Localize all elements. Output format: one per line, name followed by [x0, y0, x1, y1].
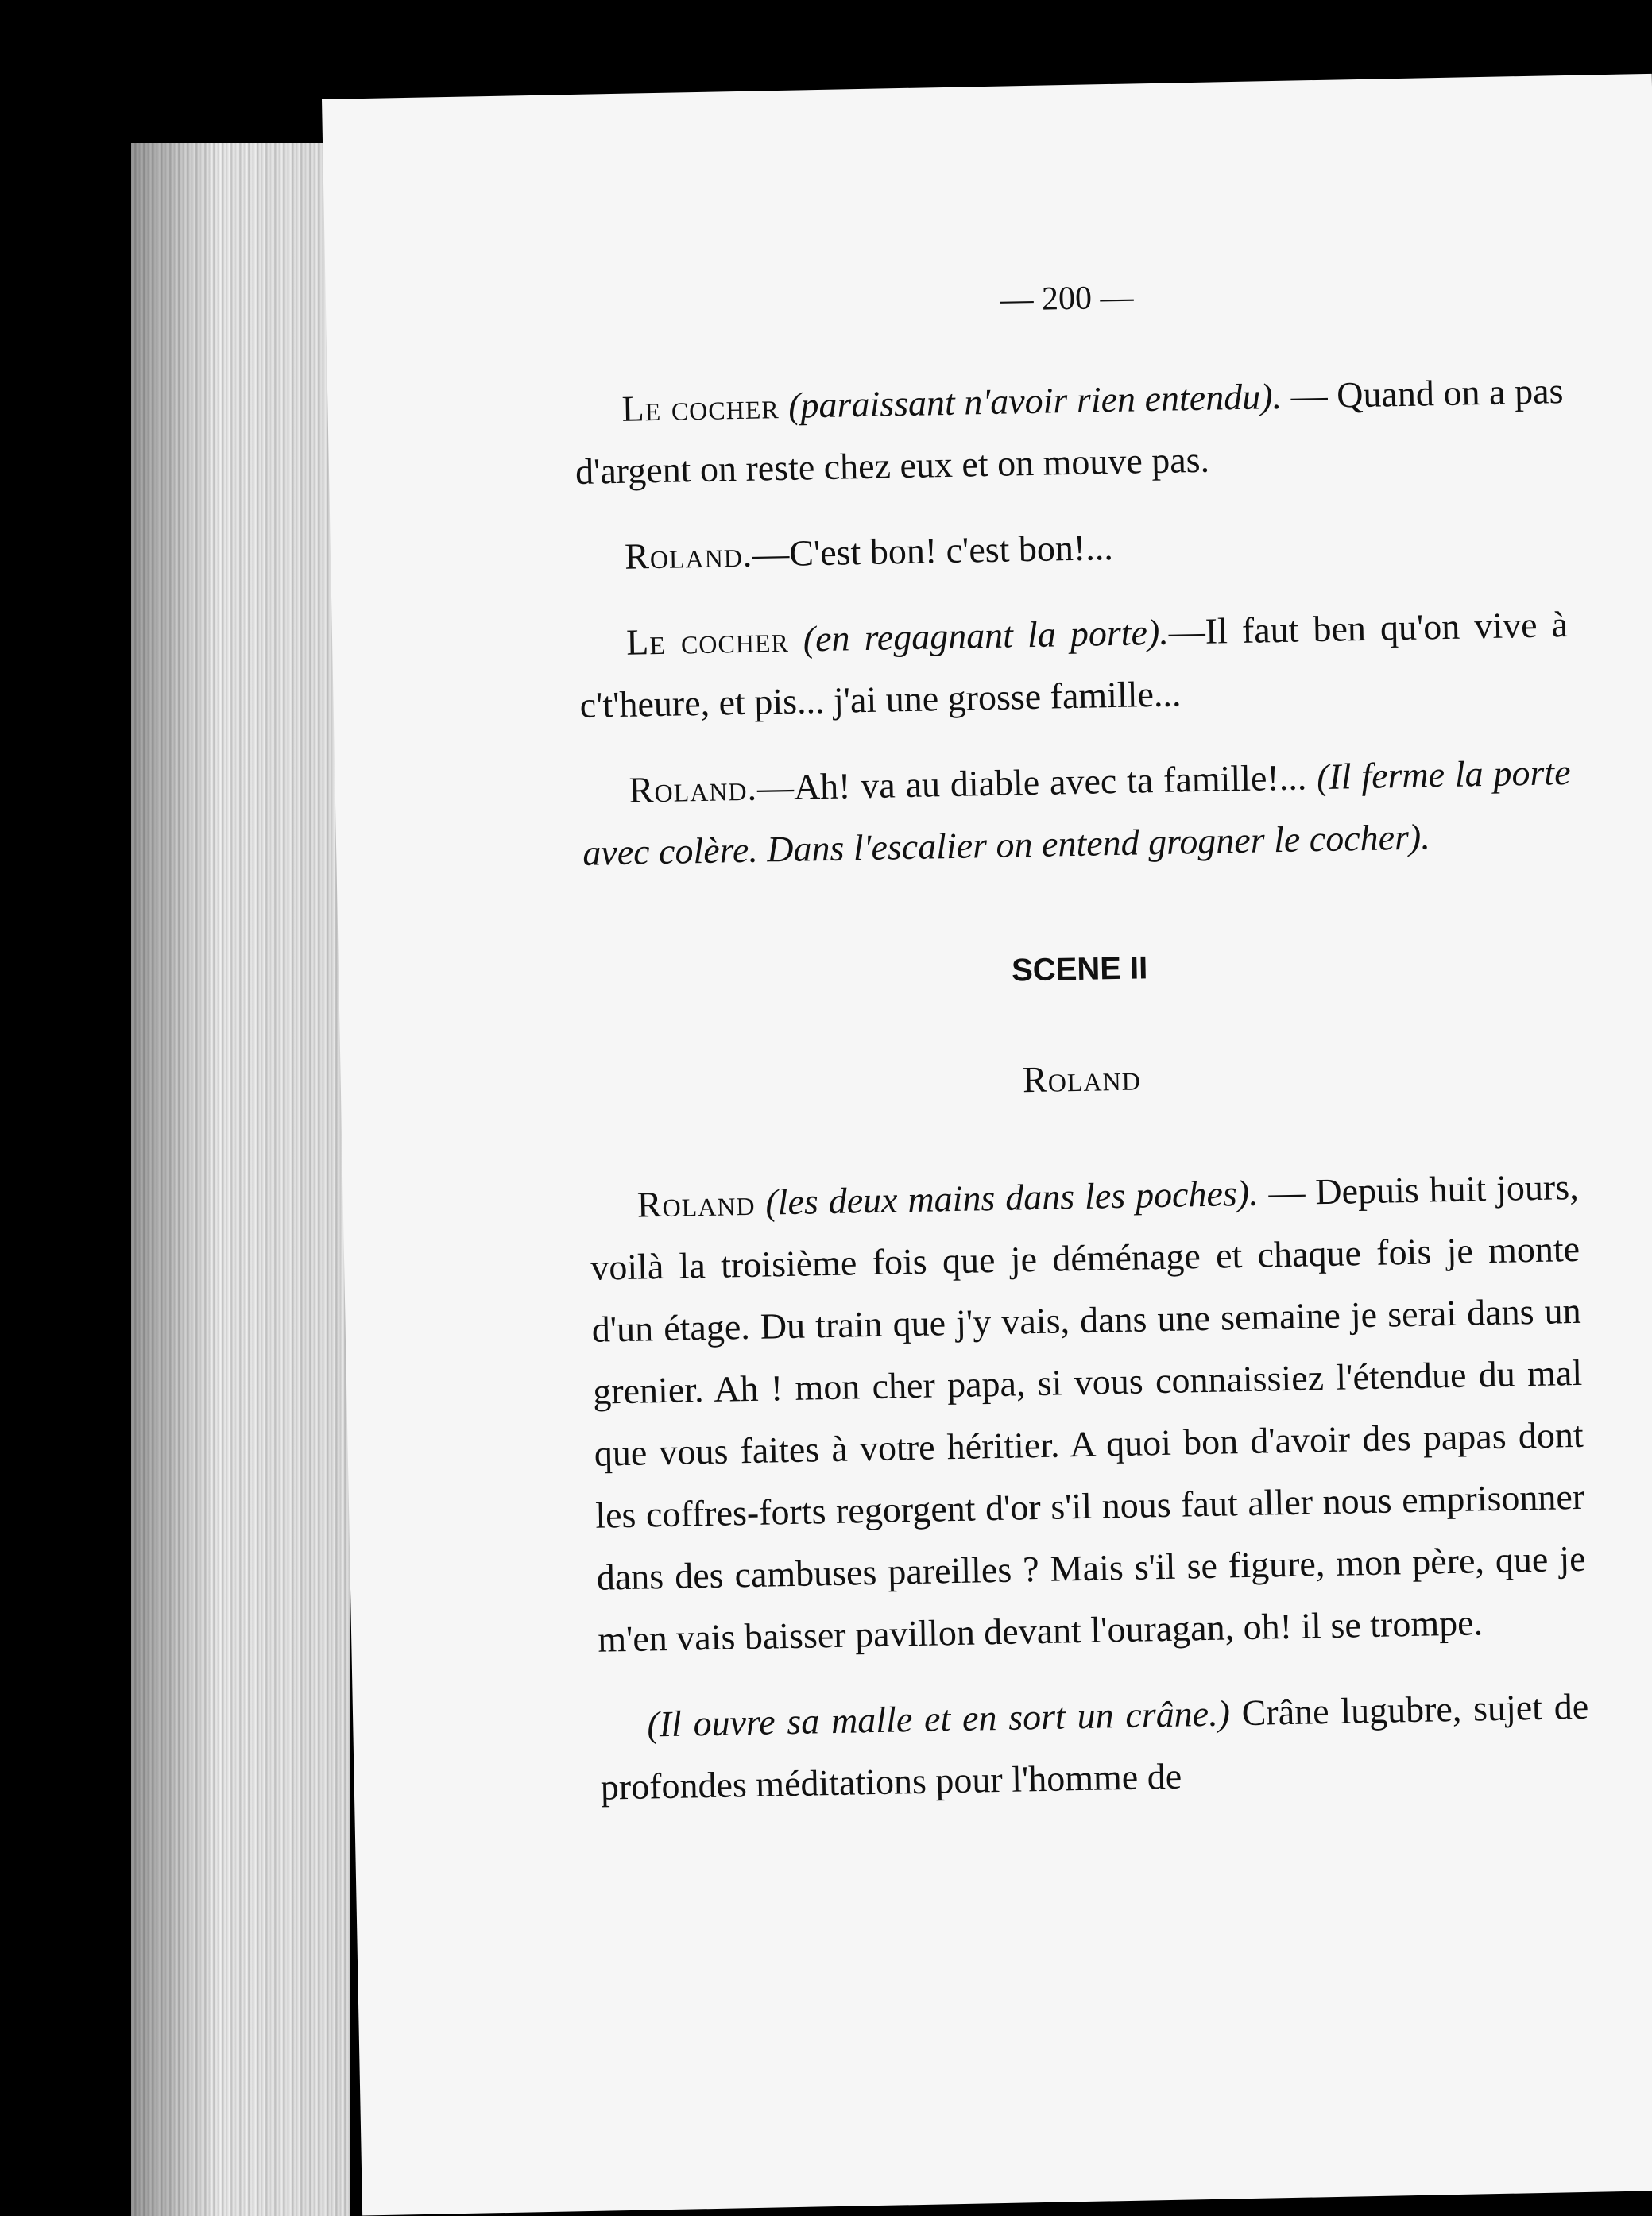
- paragraph-cocher-1: [574, 360, 1565, 503]
- paragraph-roland-monologue: [589, 1156, 1588, 1671]
- dialogue-text: — Depuis huit jours, voilà la troisième fois que je déménage et chaque fois je monte d'un étage. Du train que j'y vais, dans une semaine je serai dans un grenier. Ah ! mon cher papa, si vous connaissiez l'étendue du mal que vous faites à votre héritier. A quoi bon d'avoir des papas dont les coffres-forts regorgent d'or s'il nous faut aller nous emprisonner dans des cambuses pareilles ? Mais s'il se figure, mon père, que je m'en vais baisser pavillon devant l'ouragan, oh! il se trompe.: [590, 1166, 1587, 1660]
- paragraph-roland-1: [576, 508, 1566, 589]
- speaker-name: Roland.: [629, 767, 758, 810]
- speaker-name: Roland.: [624, 533, 753, 577]
- dialogue-text: —Ah! va au diable avec ta famille!...: [756, 756, 1317, 808]
- page-number: — 200 —: [1000, 279, 1134, 319]
- page-text: [571, 258, 1591, 1843]
- stage-direction: (Il ferme la porte avec colère. Dans l'escalier on entend grogner le cocher).: [582, 751, 1572, 873]
- speaker-name: Le cocher: [621, 385, 780, 429]
- stage-direction: (paraissant n'avoir rien entendu).: [787, 375, 1283, 426]
- dialogue-text: —C'est bon! c'est bon!...: [752, 526, 1114, 574]
- scene-character-list: Roland: [1022, 1057, 1142, 1100]
- paragraph-roland-2: [581, 741, 1573, 884]
- book-page-edges: [131, 143, 350, 2216]
- speaker-name: Roland: [636, 1181, 756, 1225]
- paragraph-roland-skull: [599, 1676, 1591, 1819]
- scene-heading: SCENE II: [1011, 950, 1148, 988]
- speaker-name: Le cocher: [625, 618, 790, 663]
- dialogue-text: — Quand on a pas d'argent on reste chez eux et on mouve pas.: [575, 370, 1564, 492]
- stage-direction: (Il ouvre sa malle et en sort un crâne.): [646, 1692, 1231, 1745]
- dialogue-text: —Il faut ben qu'on vive à c't'heure, et pis... j'ai une grosse famille...: [579, 604, 1569, 725]
- stage-direction: (les deux mains dans les poches).: [764, 1172, 1259, 1223]
- book-page: [322, 74, 1652, 2216]
- stage-direction: (en regagnant la porte).: [803, 611, 1170, 659]
- dialogue-text: Crâne lugubre, sujet de profondes méditations pour l'homme de: [600, 1685, 1589, 1808]
- paragraph-cocher-2: [578, 594, 1569, 737]
